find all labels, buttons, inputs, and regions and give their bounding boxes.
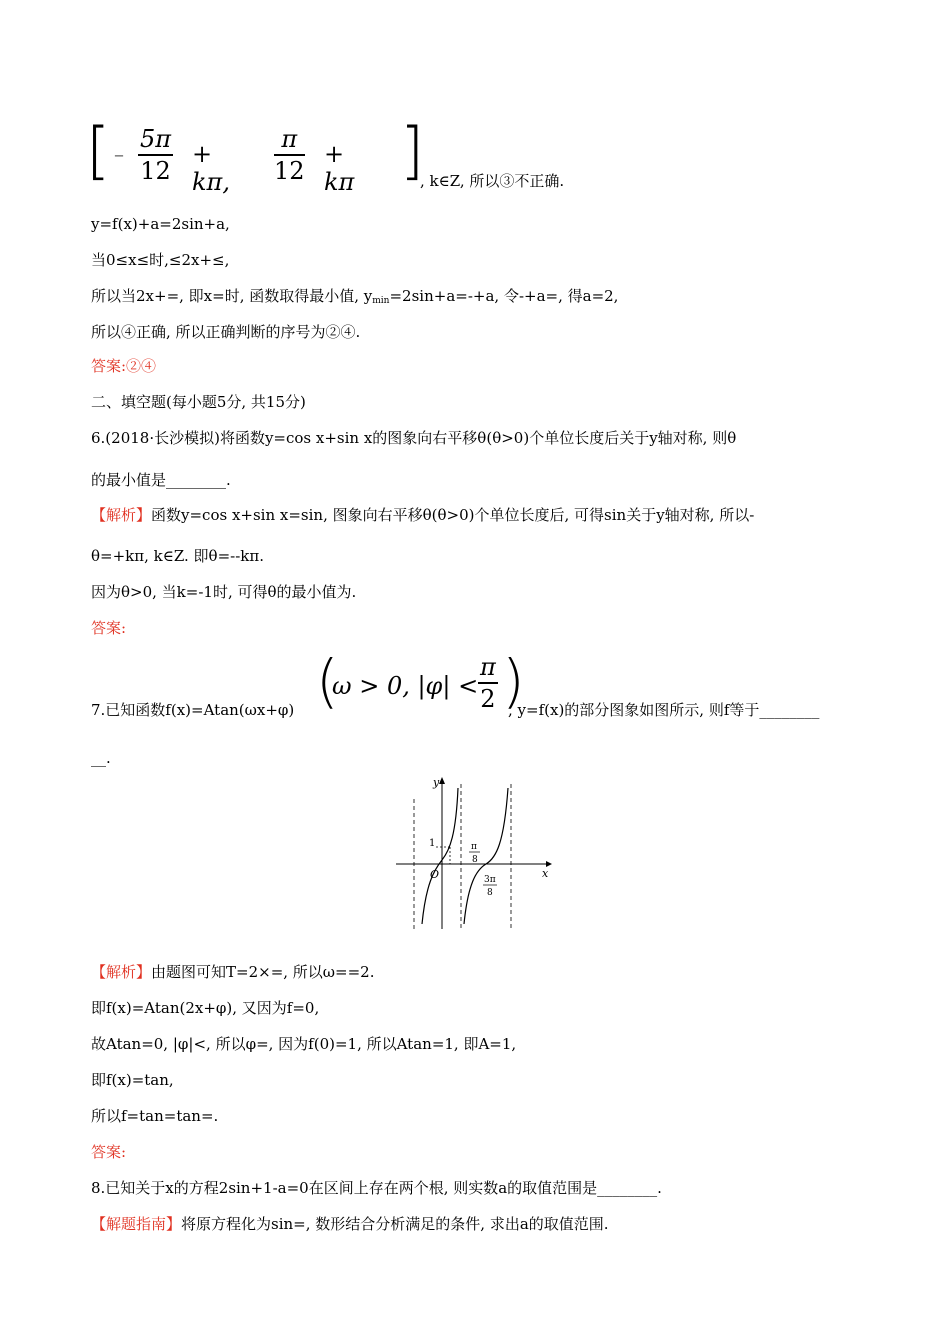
- y-axis-label: y: [433, 776, 440, 789]
- question-6-line2: 的最小值是________.: [91, 471, 231, 489]
- tick-pi-8-num: π: [471, 842, 477, 852]
- question-7-line1: 7.已知函数f(x)=Atan(ωx+φ): [91, 701, 295, 719]
- line-conclusion: 所以④正确, 所以正确判断的序号为②④.: [91, 323, 361, 341]
- interval-lead: –: [114, 142, 124, 166]
- guide-8: 【解题指南】将原方程化为sin=, 数形结合分析满足的条件, 求出a的取值范围.: [91, 1215, 609, 1233]
- tick-pi-8-den: 8: [472, 855, 478, 865]
- solution-7-line2: 即f(x)=Atan(2x+φ), 又因为f=0,: [91, 999, 320, 1017]
- solution-tag: 【解析】: [91, 506, 152, 524]
- left-bracket: [: [86, 114, 111, 187]
- answer-6: 答案:: [91, 619, 127, 637]
- solution-tag: 【解析】: [91, 963, 152, 981]
- right-bracket: ]: [400, 114, 425, 187]
- question-7-line1-tail: , y=f(x)的部分图象如图所示, 则f等于________: [508, 701, 820, 719]
- tick-one-label: 1: [429, 838, 436, 849]
- guide-tag: 【解题指南】: [91, 1215, 182, 1233]
- tangent-graph: [396, 774, 556, 934]
- fraction-pi-12: $\frac{\pi}{12}$: [274, 125, 305, 185]
- line-min-value: 所以当2x+=, 即x=时, 函数取得最小值, $y_{min}=2\sin+a=-+a$, 令-+a=, 得a=2,: [91, 287, 619, 306]
- line-y-eq: y=f(x)+a=2sin+a,: [91, 215, 230, 233]
- question-6-line1: 6.(2018·长沙模拟)将函数y=cos x+sin x的图象向右平移θ(θ>0)个单位长度后关于y轴对称, 则θ: [91, 429, 737, 447]
- solution-6-line1: 【解析】函数y=cos x+sin x=sin, 图象向右平移θ(θ>0)个单位长度后, 可得sin关于y轴对称, 所以-: [91, 506, 755, 524]
- interval-end: + kπ: [324, 140, 355, 196]
- solution-7-line3: 故Atan=0, |φ|<, 所以φ=, 因为f(0)=1, 所以Atan=1, 即A=1,: [91, 1035, 517, 1053]
- interval-tail: , k∈Z, 所以③不正确.: [420, 172, 565, 190]
- fraction-5pi-12: $\frac{5\pi}{12}$: [140, 125, 172, 185]
- line-range: 当0≤x≤时,≤2x+≤,: [91, 251, 230, 269]
- solution-7-line1: 【解析】由题图可知T=2×=, 所以ω==2.: [91, 963, 375, 981]
- solution-6-line2: θ=+kπ, k∈Z. 即θ=--kπ.: [91, 547, 264, 565]
- interval-mid: + kπ,: [192, 140, 230, 196]
- solution-7-line4: 即f(x)=tan,: [91, 1071, 174, 1089]
- origin-label: O: [430, 868, 440, 881]
- tick-3pi-8-num: 3π: [484, 875, 496, 885]
- question-8: 8.已知关于x的方程2sin+1-a=0在区间上存在两个根, 则实数a的取值范围是________.: [91, 1179, 662, 1197]
- question-7-line2: __.: [91, 749, 111, 767]
- solution-7-line5: 所以f=tan=tan=.: [91, 1107, 219, 1125]
- solution-6-line3: 因为θ>0, 当k=-1时, 可得θ的最小值为.: [91, 583, 357, 601]
- fraction-pi-2: $\frac{\pi}{2}$: [480, 653, 496, 713]
- section-heading: 二、填空题(每小题5分, 共15分): [91, 393, 306, 411]
- answer-5: 答案:②④: [91, 357, 157, 375]
- answer-7: 答案:: [91, 1143, 127, 1161]
- x-axis-label: x: [542, 867, 549, 880]
- tick-3pi-8-den: 8: [487, 888, 493, 898]
